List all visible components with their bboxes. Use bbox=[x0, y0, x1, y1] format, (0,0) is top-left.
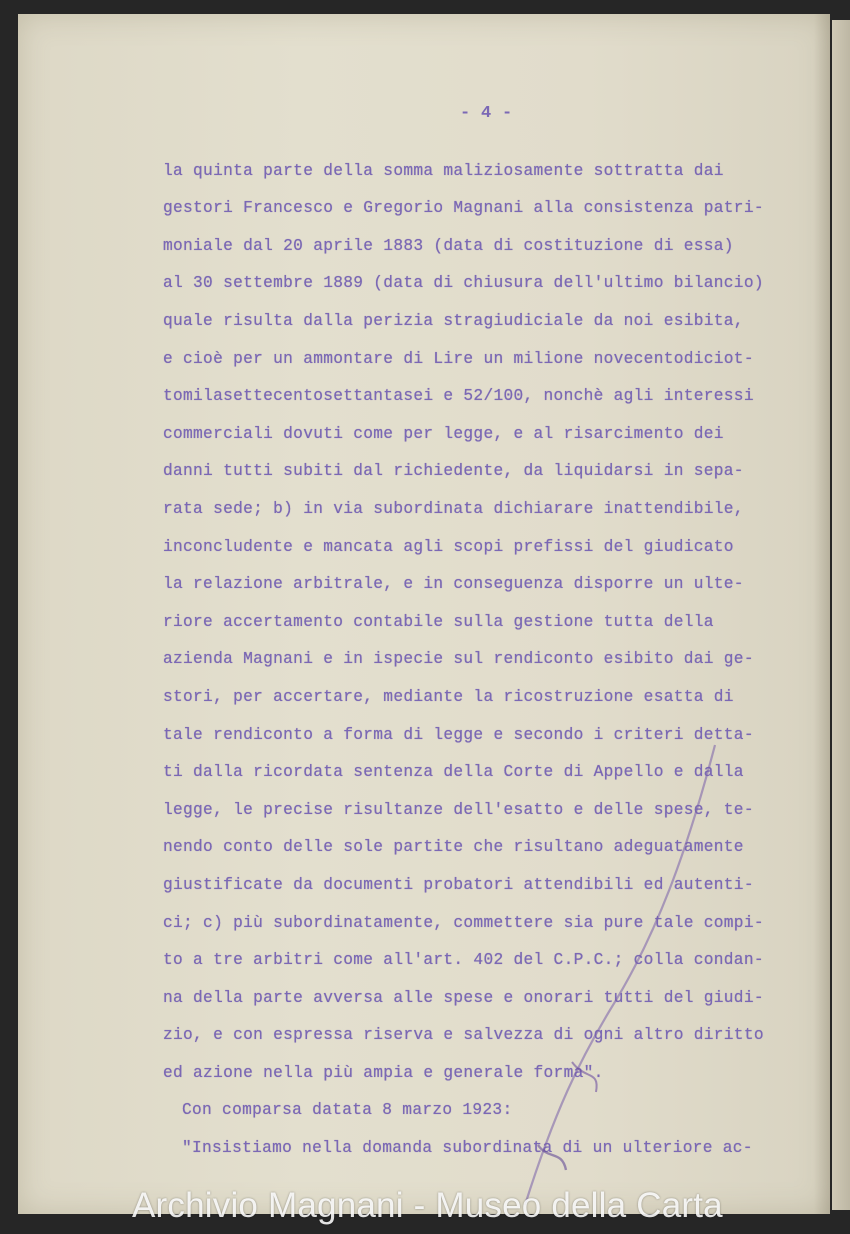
text-line: "Insistiamo nella domanda subordinata di un ulteriore ac- bbox=[182, 1139, 753, 1157]
text-line: gestori Francesco e Gregorio Magnani alla consistenza patri- bbox=[163, 199, 764, 217]
text-line: la quinta parte della somma maliziosamente sottratta dai bbox=[163, 162, 724, 180]
text-line: la relazione arbitrale, e in conseguenza disporre un ulte- bbox=[163, 575, 744, 593]
text-line: Con comparsa datata 8 marzo 1923: bbox=[182, 1101, 513, 1119]
page-number: - 4 - bbox=[460, 104, 513, 123]
archive-watermark: Archivio Magnani - Museo della Carta bbox=[132, 1186, 723, 1225]
text-line: azienda Magnani e in ispecie sul rendiconto esibito dai ge- bbox=[163, 650, 754, 668]
text-line: inconcludente e mancata agli scopi prefissi del giudicato bbox=[163, 538, 734, 556]
text-line: zio, e con espressa riserva e salvezza di ogni altro diritto bbox=[163, 1026, 764, 1044]
text-line: commerciali dovuti come per legge, e al risarcimento dei bbox=[163, 425, 724, 443]
text-line: al 30 settembre 1889 (data di chiusura dell'ultimo bilancio) bbox=[163, 274, 764, 292]
text-line: riore accertamento contabile sulla gestione tutta della bbox=[163, 613, 714, 631]
text-line: ti dalla ricordata sentenza della Corte di Appello e dalla bbox=[163, 763, 744, 781]
text-line: nendo conto delle sole partite che risultano adeguatamente bbox=[163, 838, 744, 856]
text-line: stori, per accertare, mediante la ricostruzione esatta di bbox=[163, 688, 734, 706]
text-line: ed azione nella più ampia e generale forma". bbox=[163, 1064, 604, 1082]
text-line: to a tre arbitri come all'art. 402 del C.P.C.; colla condan- bbox=[163, 951, 764, 969]
text-line: tomilasettecentosettantasei e 52/100, nonchè agli interessi bbox=[163, 387, 754, 405]
text-line: moniale dal 20 aprile 1883 (data di costituzione di essa) bbox=[163, 237, 734, 255]
text-line: ci; c) più subordinatamente, commettere sia pure tale compi- bbox=[163, 914, 764, 932]
text-line: danni tutti subiti dal richiedente, da liquidarsi in sepa- bbox=[163, 462, 744, 480]
text-line: tale rendiconto a forma di legge e secondo i criteri detta- bbox=[163, 726, 754, 744]
text-line: e cioè per un ammontare di Lire un milione novecentodiciot- bbox=[163, 350, 754, 368]
text-line: rata sede; b) in via subordinata dichiarare inattendibile, bbox=[163, 500, 744, 518]
text-line: legge, le precise risultanze dell'esatto e delle spese, te- bbox=[163, 801, 754, 819]
text-line: giustificate da documenti probatori attendibili ed autenti- bbox=[163, 876, 754, 894]
text-line: na della parte avversa alle spese e onorari tutti del giudi- bbox=[163, 989, 764, 1007]
text-line: quale risulta dalla perizia stragiudiciale da noi esibita, bbox=[163, 312, 744, 330]
